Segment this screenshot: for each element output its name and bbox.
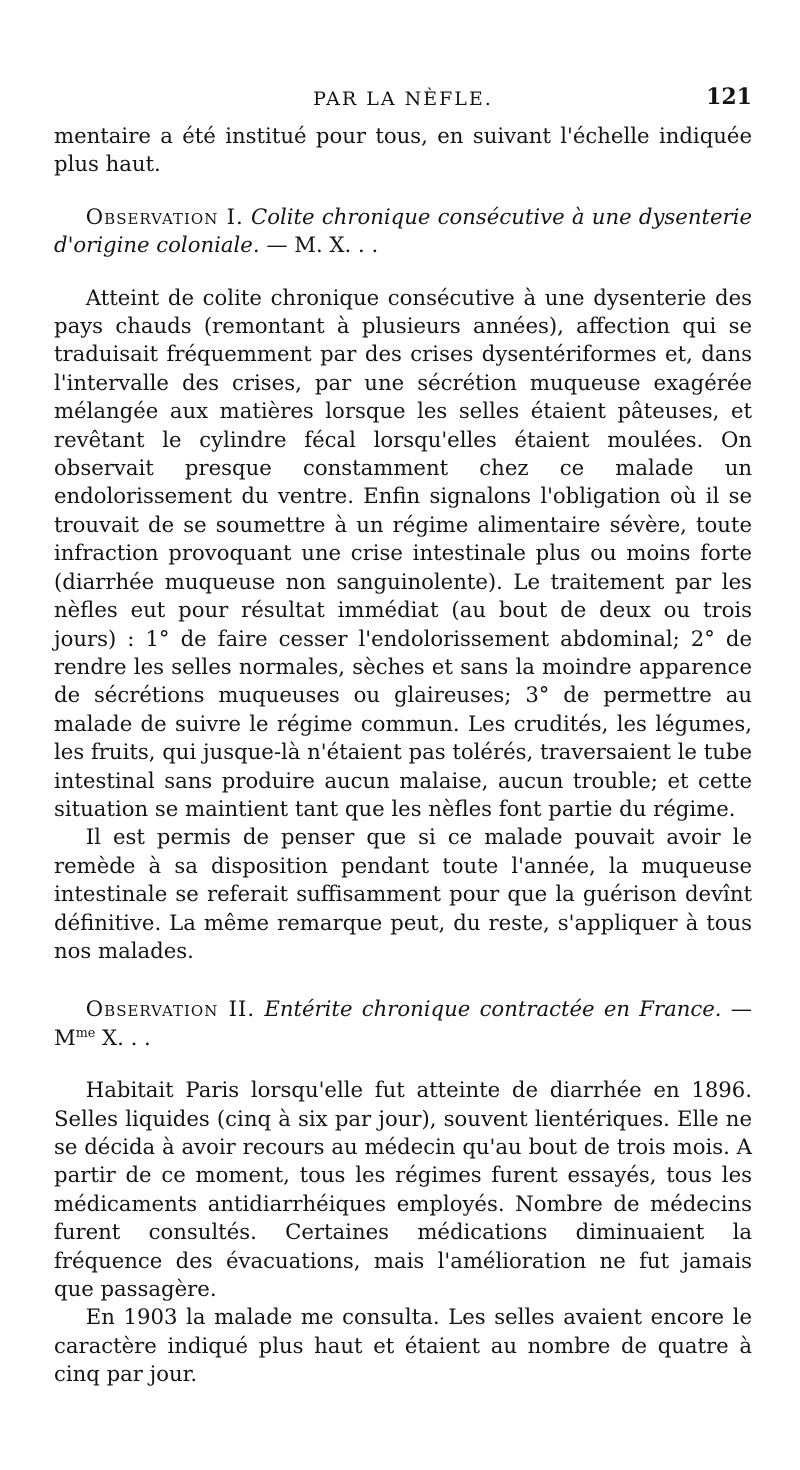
observation-2-patient-prefix: — M [54, 996, 752, 1050]
observation-1-label: Observation I. [85, 203, 244, 229]
observation-2-paragraph-2: En 1903 la malade me consulta. Les selles avaient encore le caractère indiqué plus haut et étaient au nombre de quatre à cinq par jour. [54, 1304, 752, 1387]
running-title: PAR LA NÈFLE. [313, 88, 493, 110]
intro-paragraph: mentaire a été institué pour tous, en suivant l'échelle indiquée plus haut. [54, 123, 752, 177]
observation-2-heading [54, 995, 752, 1052]
observation-2-patient-suffix: X. . . [95, 1024, 151, 1050]
observation-1-patient: — M. X. . . [266, 232, 379, 258]
observation-2-patient-superscript: me [75, 1024, 96, 1040]
observation-2-title: Entérite chronique contractée en France. [264, 996, 722, 1022]
observation-2-label: Observation II. [85, 996, 256, 1022]
observation-2-paragraph-1: Habitait Paris lorsqu'elle fut atteinte de diarrhée en 1896. Selles liquides (cinq à six par jour), souvent lientériques. Elle ne se décida à avoir recours au médecin qu'au bout de trois mois. A partir de ce moment, tous les régimes furent essayés, tous les médicaments antidiarrhéiques employés. Nombre de médecins furent consultés. Certaines médications diminuaient la fréquence des évacuations, mais l'amélioration ne fut jamais que passagère. [54, 1077, 752, 1302]
body-text [54, 122, 752, 1389]
observation-1-heading [54, 203, 752, 260]
observation-1-paragraph-1: Atteint de colite chronique consécutive à une dysenterie des pays chauds (remontant à plusieurs années), affection qui se traduisait fréquemment par des crises dysentériformes et, dans l'intervalle des crises, par une sécrétion muqueuse exagérée mélangée aux matières lorsque les selles étaient pâteuses, et revêtant le cylindre fécal lorsqu'elles étaient moulées. On observait presque constamment chez ce malade un endolorissement du ventre. Enfin signalons l'obligation où il se trouvait de se soumettre à un régime alimentaire sévère, toute infraction provoquant une crise intestinale plus ou moins forte (diarrhée muqueuse non sanguinolente). Le traitement par les nèfles eut pour résultat immédiat (au bout de deux ou trois jours) : 1° de faire cesser l'endolorissement abdominal; 2° de rendre les selles normales, sèches et sans la moindre apparence de sécrétions muqueuses ou glaireuses; 3° de permettre au malade de suivre le régime commun. Les crudités, les légumes, les fruits, qui jusque-là n'étaient pas tolérés, traversaient le tube intestinal sans produire aucun malaise, aucun trouble; et cette situation se maintient tant que les nèfles font partie du régime. [54, 284, 752, 821]
page-number: 121 [706, 84, 752, 110]
observation-1-paragraph-2: Il est permis de penser que si ce malade pouvait avoir le remède à sa disposition pendant toute l'année, la muqueuse intestinale se referait suffisamment pour que la guérison devînt définitive. La même remarque peut, du reste, s'appliquer à tous nos malades. [54, 824, 752, 963]
running-header [54, 84, 752, 114]
observation-1-title: Colite chronique consécutive à une dysenterie d'origine coloniale. [54, 203, 752, 258]
